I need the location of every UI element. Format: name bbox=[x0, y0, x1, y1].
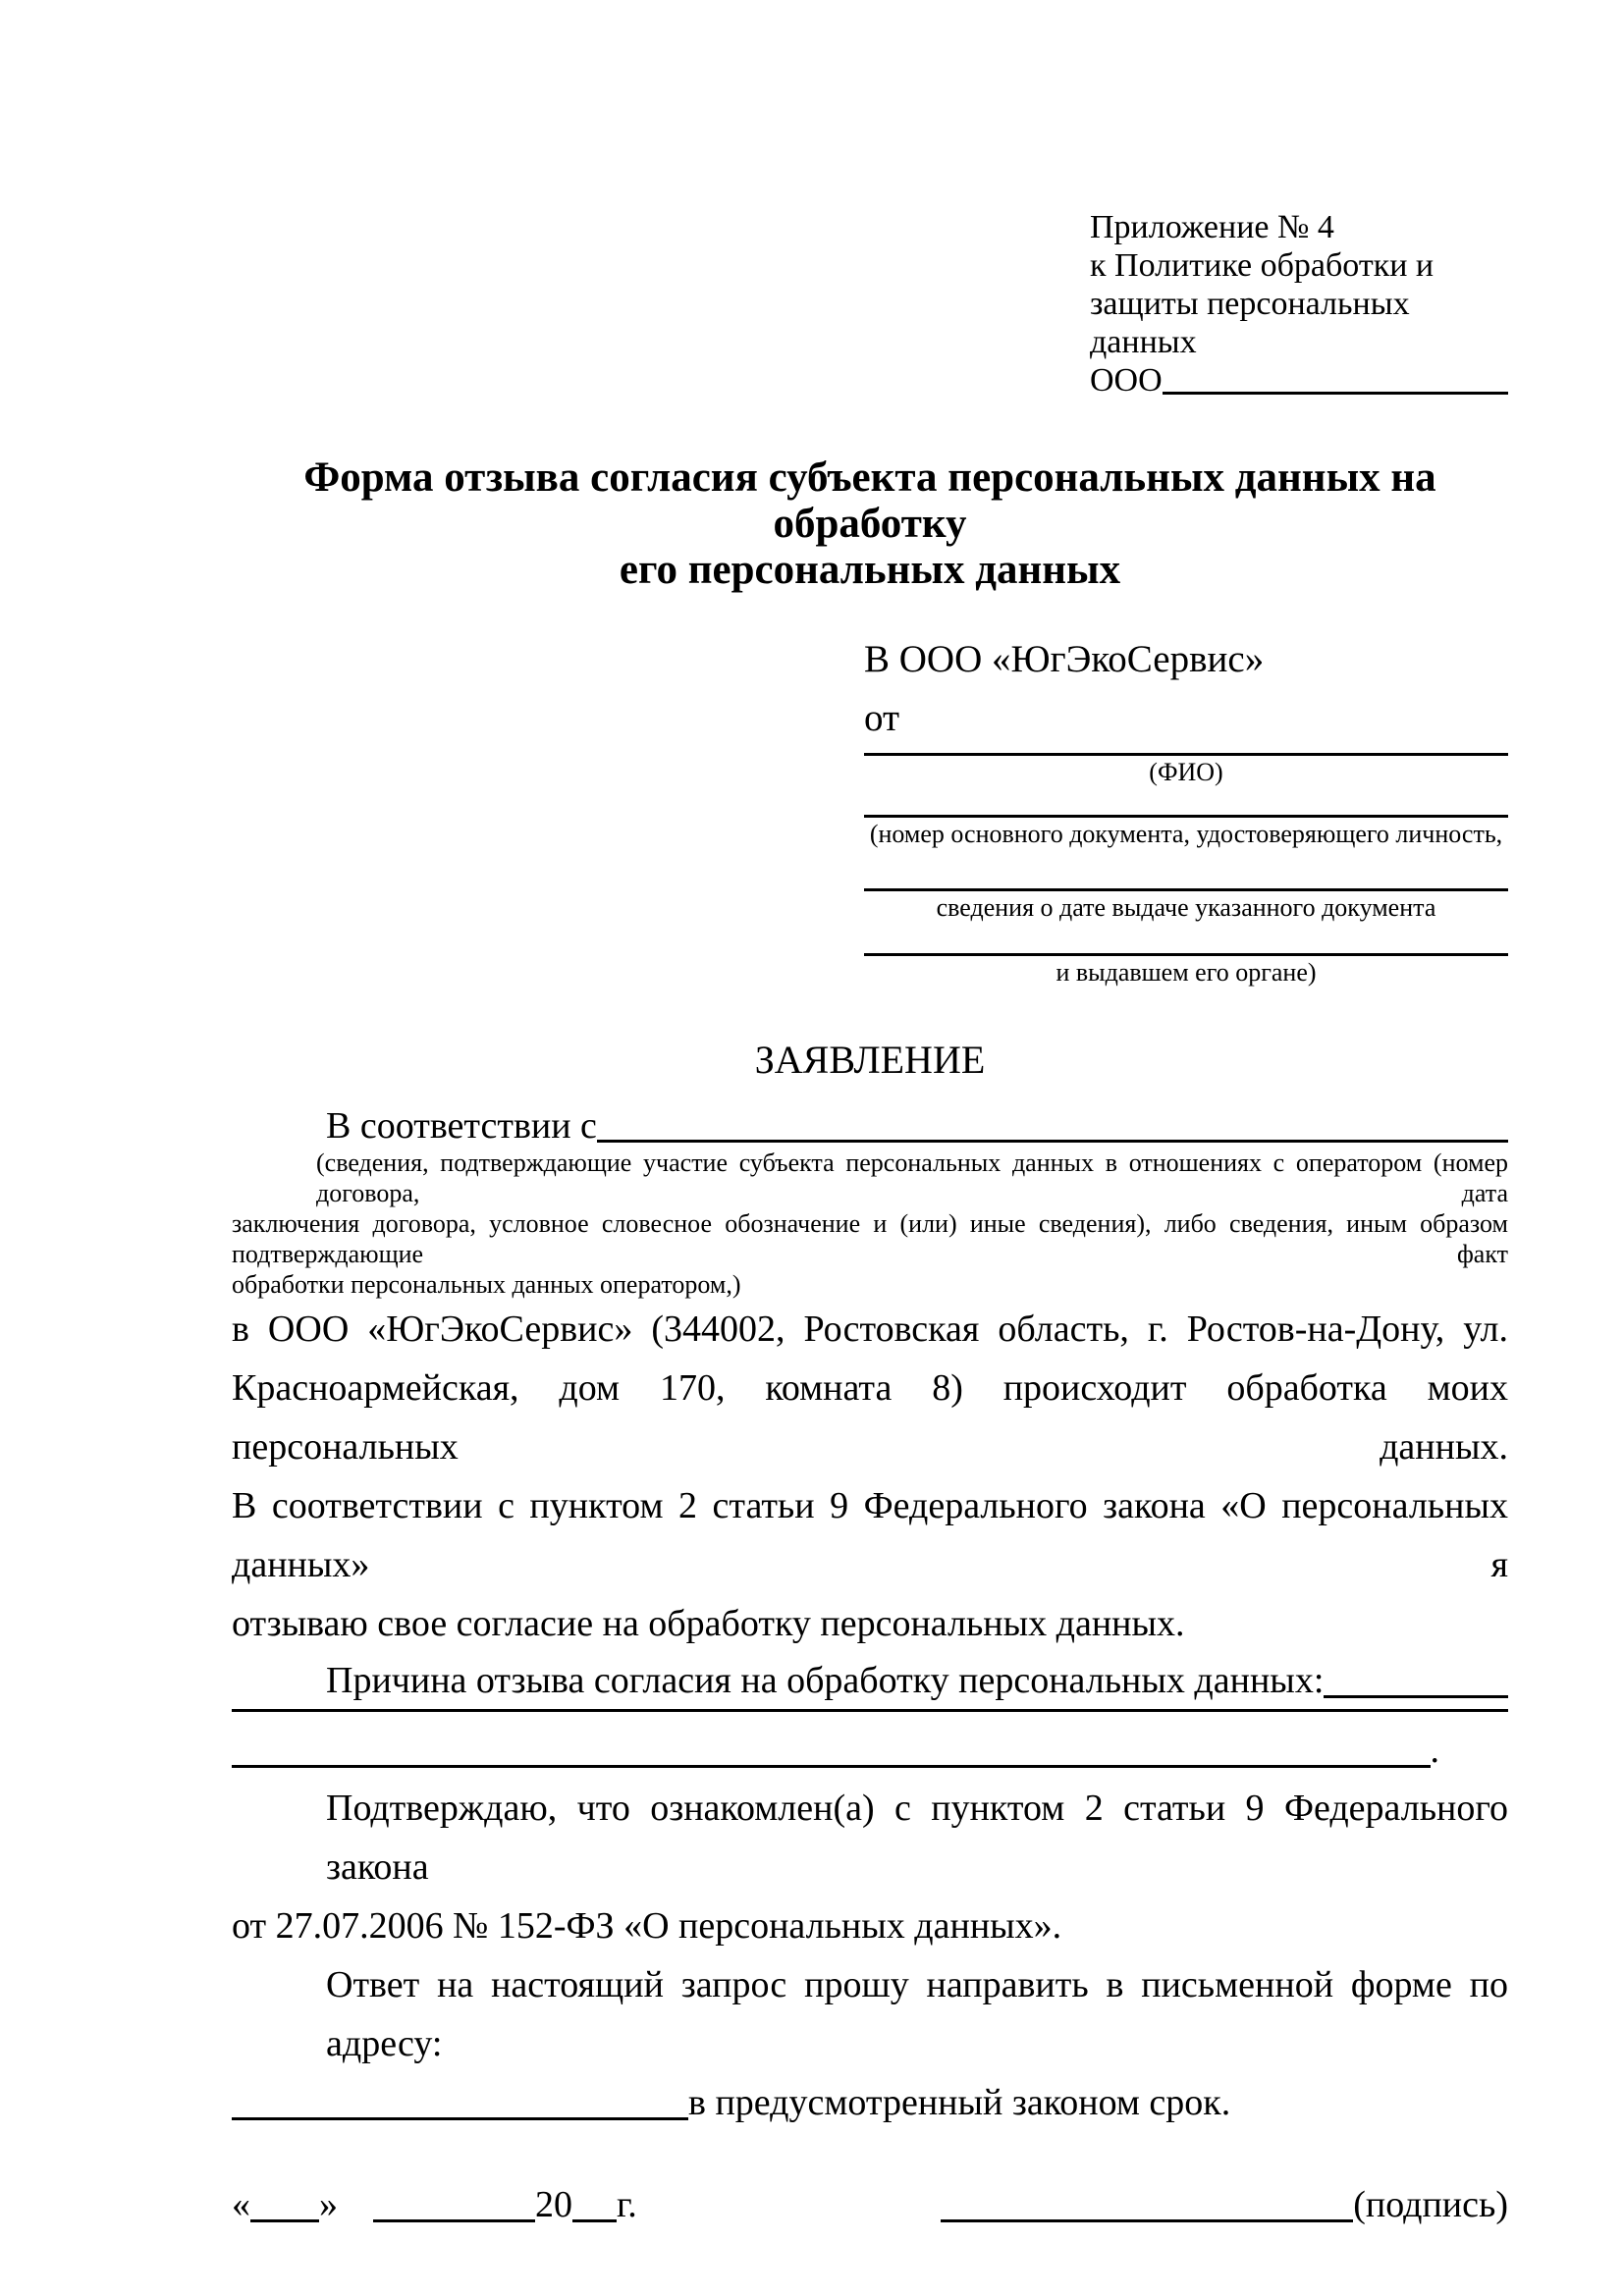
basis-footnote-line: заключения договора, условное словесное обозначение и (или) иные сведения), либо сведения, иным образом подтверждающие факт bbox=[232, 1209, 1508, 1268]
form-title-line: Форма отзыва согласия субъекта персональных данных на обработку bbox=[303, 454, 1436, 547]
reason-blank-line bbox=[232, 1723, 1508, 1779]
statement-body bbox=[232, 1300, 1508, 1653]
reason-blank-line bbox=[232, 1709, 1508, 1723]
reason-label: Причина отзыва согласия на обработку персональных данных: bbox=[326, 1660, 1325, 1701]
basis-footnote bbox=[232, 1148, 1508, 1300]
confirmation-line: Подтверждаю, что ознакомлен(а) с пунктом 2 статьи 9 Федерального закона bbox=[326, 1788, 1508, 1888]
date-field bbox=[232, 2175, 637, 2234]
basis-label: В соответствии с bbox=[326, 1105, 597, 1147]
document-number-caption: (номер основного документа, удостоверяющего личность, bbox=[869, 820, 1503, 848]
issuing-authority-caption: и выдавшем его органе) bbox=[1056, 958, 1317, 987]
reason-line bbox=[232, 1653, 1508, 1709]
addressee-block bbox=[864, 638, 1508, 988]
statement-body-line: Красноармейская, дом 170, комната 8) происходит обработка моих персональных данных. bbox=[232, 1367, 1508, 1468]
basis-blank-field bbox=[597, 1104, 1508, 1143]
ooo-label: ООО bbox=[1090, 362, 1163, 399]
reason-blank-field bbox=[232, 1709, 1508, 1712]
basis-footnote-line: (сведения, подтверждающие участие субъекта персональных данных в отношениях с оператором (номер договора, дата bbox=[316, 1148, 1508, 1207]
statement-heading: ЗАЯВЛЕНИЕ bbox=[754, 1038, 986, 1082]
appendix-line: Приложение № 4 bbox=[1090, 209, 1334, 245]
appendix-note bbox=[1090, 208, 1508, 400]
issue-date-blank-field bbox=[864, 850, 1508, 891]
signature-blank-field bbox=[941, 2219, 1353, 2222]
reason-period: . bbox=[1430, 1730, 1439, 1771]
year-prefix: 20 bbox=[535, 2184, 572, 2225]
signature-caption: (подпись) bbox=[1353, 2184, 1508, 2225]
issue-date-caption: сведения о дате выдаче указанного документа bbox=[936, 893, 1436, 922]
day-blank-field bbox=[250, 2219, 319, 2222]
document-number-blank-field bbox=[864, 788, 1508, 818]
appendix-line: к Политике обработки и bbox=[1090, 247, 1435, 284]
ooo-line bbox=[1090, 361, 1508, 400]
statement-body-line: В соответствии с пунктом 2 статьи 9 Федерального закона «О персональных данных» я bbox=[232, 1485, 1508, 1585]
basis-line bbox=[232, 1104, 1508, 1148]
ooo-blank-field bbox=[1163, 361, 1508, 395]
document-content bbox=[232, 0, 1508, 2234]
statement-body-line: в ООО «ЮгЭкоСервис» (344002, Ростовская область, г. Ростов-на-Дону, ул. bbox=[232, 1308, 1508, 1350]
close-quote: » bbox=[319, 2184, 338, 2225]
appendix-line: защиты персональных данных bbox=[1090, 286, 1410, 360]
reason-blank-field bbox=[232, 1723, 1431, 1768]
confirmation-line: от 27.07.2006 № 152-ФЗ «О персональных данных». bbox=[232, 1905, 1062, 1947]
addressee-organization: В ООО «ЮгЭкоСервис» bbox=[864, 638, 1265, 680]
form-title-line: его персональных данных bbox=[619, 547, 1121, 593]
reply-address-blank-field bbox=[232, 2117, 688, 2120]
basis-footnote-line: обработки персональных данных оператором,) bbox=[232, 1270, 741, 1299]
year-suffix: г. bbox=[617, 2184, 637, 2225]
form-title bbox=[232, 454, 1508, 593]
fio-blank-field bbox=[864, 740, 1508, 756]
reply-request-line: Ответ на настоящий запрос прошу направить в письменной форме по адресу: bbox=[326, 1964, 1508, 2064]
reply-address-line bbox=[232, 2073, 1508, 2132]
month-blank-field bbox=[373, 2219, 535, 2222]
reply-deadline-text: в предусмотренный законом срок. bbox=[688, 2082, 1231, 2123]
open-quote: « bbox=[232, 2184, 250, 2225]
fio-caption: (ФИО) bbox=[1149, 758, 1223, 786]
reason-blank-field bbox=[1324, 1653, 1508, 1698]
signature-field bbox=[941, 2175, 1508, 2234]
footer-row bbox=[232, 2175, 1508, 2234]
issuing-authority-blank-field bbox=[864, 924, 1508, 956]
year-blank-field bbox=[572, 2219, 617, 2222]
statement-body-line: отзываю свое согласие на обработку персональных данных. bbox=[232, 1603, 1185, 1644]
from-label: от bbox=[864, 697, 900, 739]
